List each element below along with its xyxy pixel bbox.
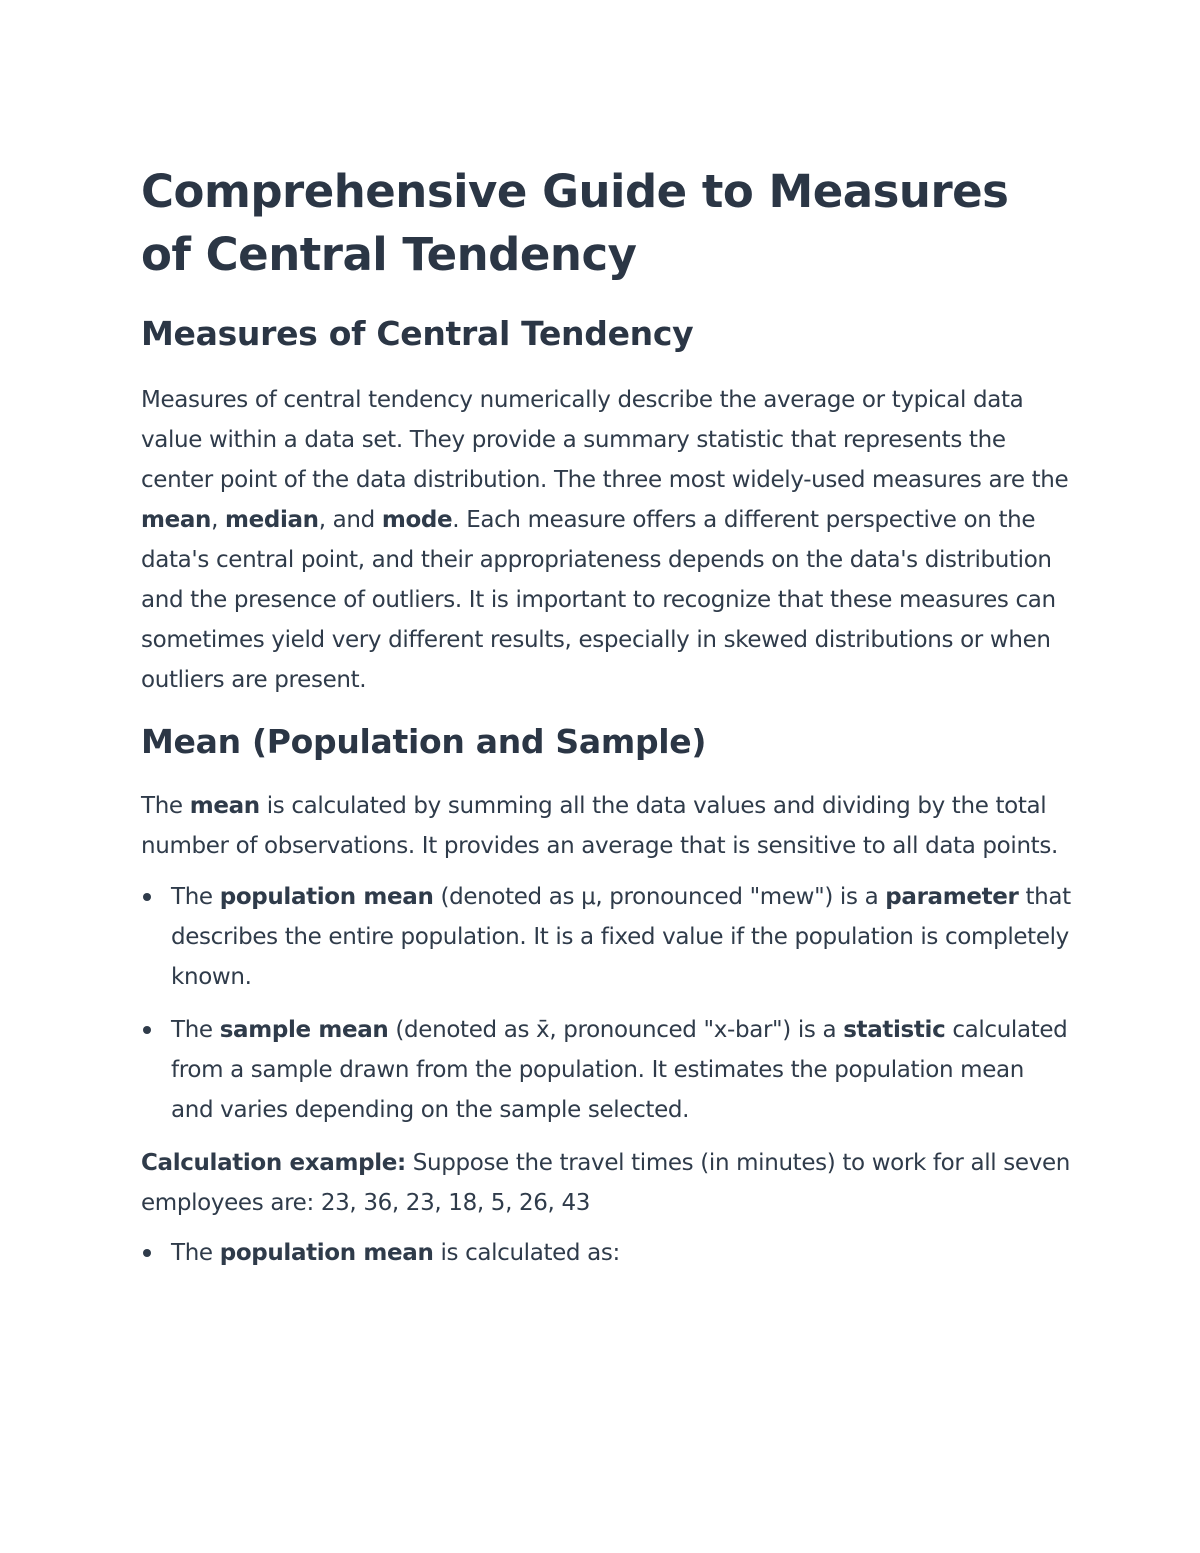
bold-term-mean: mean [141,507,212,533]
text-run: The [141,793,190,819]
bold-term-sample-mean: sample mean [219,1017,389,1043]
list-item-population-mean [141,877,1071,997]
calculation-bullet-list [141,1233,1071,1273]
bold-term-population-mean: population mean [219,1240,434,1266]
text-run: (denoted as x̄, pronounced "x-bar") is a [388,1017,844,1043]
calculation-example-paragraph [141,1143,1071,1223]
list-item-population-mean-calc [141,1233,1071,1273]
text-run: Suppose the travel times (in minutes) to work for all seven employees are: 23, 36, 23, 18, 5, 26, 43 [141,1150,1070,1216]
bold-term-mode: mode [381,507,453,533]
bullet-dot-icon [143,1249,151,1257]
bold-term-statistic: statistic [843,1017,946,1043]
bold-term-population-mean: population mean [219,884,434,910]
text-run: is calculated as: [433,1240,620,1266]
text-run: is calculated by summing all the data values and dividing by the total number of observations. It provides an average that is sensitive to all data points. [141,793,1058,859]
text-run: that describes the entire population. It is a fixed value if the population is completely known. [171,884,1071,990]
text-run: The [171,1017,220,1043]
document-page [141,160,1071,1286]
text-run: , [211,507,225,533]
section-heading-mean: Mean (Population and Sample) [141,722,707,761]
text-run: . Each measure offers a different perspective on the data's central point, and their appropriateness depends on the data's distribution and the presence of outliers. It is important to recognize that these measures can sometimes yield very different results, especially in skewed distributions or when outliers are present. [141,507,1056,693]
document-title: Comprehensive Guide to Measures of Central Tendency [141,165,1009,281]
text-run: (denoted as μ, pronounced "mew") is a [433,884,886,910]
list-item-sample-mean [141,1010,1071,1130]
text-run: The [171,884,220,910]
mean-paragraph [141,786,1071,866]
bold-term-parameter: parameter [885,884,1019,910]
text-run: The [171,1240,220,1266]
mean-bullet-list [141,877,1071,1130]
section-heading-central-tendency: Measures of Central Tendency [141,314,694,353]
text-run: Measures of central tendency numerically describe the average or typical data value within a data set. They provide a summary statistic that represents the center point of the data distribution. The three most widely-used measures are the [141,387,1069,493]
central-tendency-paragraph [141,380,1071,700]
text-run: , and [318,507,382,533]
bullet-dot-icon [143,1026,151,1034]
text-run: calculated from a sample drawn from the population. It estimates the population mean and varies depending on the sample selected. [171,1017,1068,1123]
bold-term-mean: mean [189,793,260,819]
bullet-dot-icon [143,893,151,901]
bold-label-calculation-example: Calculation example: [141,1150,406,1176]
bold-term-median: median [225,507,319,533]
